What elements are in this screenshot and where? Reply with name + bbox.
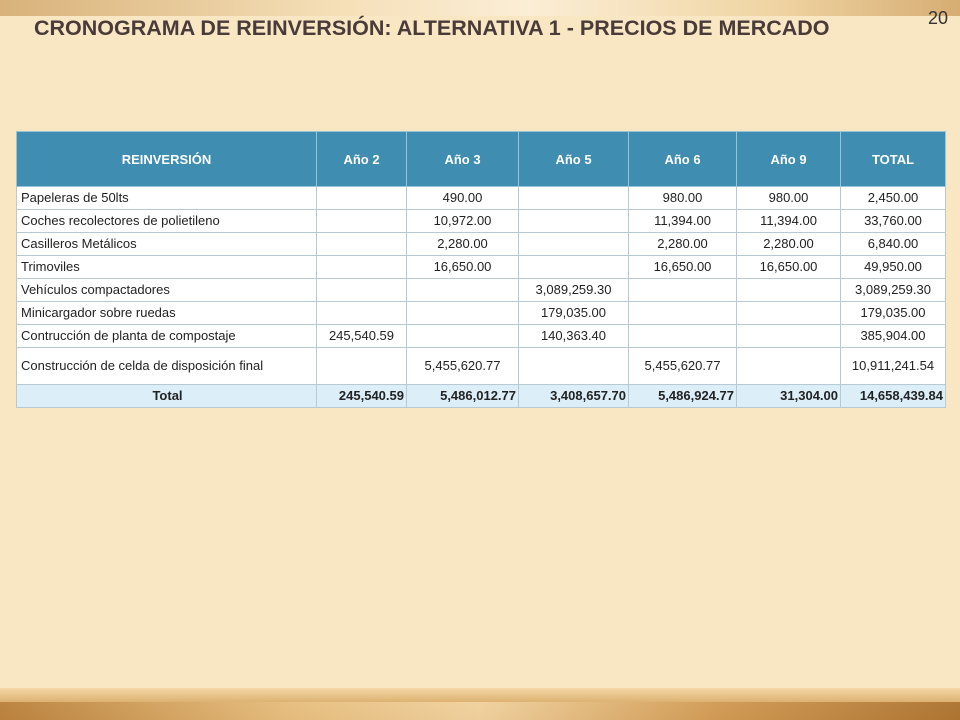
cell-year-3: 16,650.00 <box>407 256 519 279</box>
cell-year-9 <box>737 302 841 325</box>
total-year-5: 3,408,657.70 <box>519 385 629 408</box>
cell-year-6: 16,650.00 <box>629 256 737 279</box>
row-label: Construcción de celda de disposición final <box>17 348 317 385</box>
total-year-6: 5,486,924.77 <box>629 385 737 408</box>
header-year-5: Año 5 <box>519 132 629 187</box>
cell-year-2 <box>317 210 407 233</box>
total-row <box>17 385 946 408</box>
total-year-9: 31,304.00 <box>737 385 841 408</box>
cell-year-9: 16,650.00 <box>737 256 841 279</box>
row-label: Casilleros Metálicos <box>17 233 317 256</box>
row-label: Trimoviles <box>17 256 317 279</box>
cell-year-3 <box>407 279 519 302</box>
cell-year-2 <box>317 348 407 385</box>
header-reinversion: REINVERSIÓN <box>17 132 317 187</box>
header-year-6: Año 6 <box>629 132 737 187</box>
cell-year-9: 980.00 <box>737 187 841 210</box>
cell-year-9 <box>737 325 841 348</box>
cell-year-6 <box>629 279 737 302</box>
page-number: 20 <box>928 8 949 28</box>
cell-year-6: 11,394.00 <box>629 210 737 233</box>
reinversion-table <box>16 131 946 408</box>
cell-total: 49,950.00 <box>841 256 946 279</box>
cell-total: 2,450.00 <box>841 187 946 210</box>
table-row <box>17 302 946 325</box>
table-row <box>17 210 946 233</box>
row-label: Minicargador sobre ruedas <box>17 302 317 325</box>
cell-year-5: 3,089,259.30 <box>519 279 629 302</box>
cell-year-3 <box>407 302 519 325</box>
cell-year-2 <box>317 233 407 256</box>
header-year-2: Año 2 <box>317 132 407 187</box>
table-row <box>17 256 946 279</box>
cell-year-3: 10,972.00 <box>407 210 519 233</box>
cell-year-6: 5,455,620.77 <box>629 348 737 385</box>
cell-year-6 <box>629 325 737 348</box>
table-row <box>17 233 946 256</box>
cell-year-2 <box>317 256 407 279</box>
row-label: Vehículos compactadores <box>17 279 317 302</box>
cell-year-3 <box>407 325 519 348</box>
cell-year-3: 5,455,620.77 <box>407 348 519 385</box>
cell-year-5 <box>519 256 629 279</box>
cell-total: 6,840.00 <box>841 233 946 256</box>
cell-year-5 <box>519 187 629 210</box>
cell-year-6: 980.00 <box>629 187 737 210</box>
cell-year-2 <box>317 302 407 325</box>
cell-year-2: 245,540.59 <box>317 325 407 348</box>
total-year-3: 5,486,012.77 <box>407 385 519 408</box>
table-row <box>17 348 946 385</box>
cell-year-3: 2,280.00 <box>407 233 519 256</box>
cell-year-9 <box>737 279 841 302</box>
header-year-9: Año 9 <box>737 132 841 187</box>
row-label: Papeleras de 50lts <box>17 187 317 210</box>
table-row <box>17 187 946 210</box>
cell-year-5 <box>519 210 629 233</box>
cell-year-5: 140,363.40 <box>519 325 629 348</box>
cell-year-6 <box>629 302 737 325</box>
cell-year-2 <box>317 187 407 210</box>
cell-total: 179,035.00 <box>841 302 946 325</box>
header-total: TOTAL <box>841 132 946 187</box>
total-grand: 14,658,439.84 <box>841 385 946 408</box>
table-header-row <box>17 132 946 187</box>
cell-year-9 <box>737 348 841 385</box>
cell-year-2 <box>317 279 407 302</box>
cell-year-3: 490.00 <box>407 187 519 210</box>
cell-year-6: 2,280.00 <box>629 233 737 256</box>
table-row <box>17 325 946 348</box>
cell-year-9: 2,280.00 <box>737 233 841 256</box>
cell-total: 385,904.00 <box>841 325 946 348</box>
table-row <box>17 279 946 302</box>
slide-title: CRONOGRAMA DE REINVERSIÓN: ALTERNATIVA 1 - PRECIOS DE MERCADO <box>34 16 830 40</box>
bottom-decorative-shade <box>0 702 960 720</box>
cell-total: 10,911,241.54 <box>841 348 946 385</box>
cell-year-5 <box>519 348 629 385</box>
cell-year-5 <box>519 233 629 256</box>
row-label: Contrucción de planta de compostaje <box>17 325 317 348</box>
total-year-2: 245,540.59 <box>317 385 407 408</box>
cell-year-5: 179,035.00 <box>519 302 629 325</box>
cell-total: 3,089,259.30 <box>841 279 946 302</box>
cell-total: 33,760.00 <box>841 210 946 233</box>
cell-year-9: 11,394.00 <box>737 210 841 233</box>
total-label: Total <box>17 385 317 408</box>
row-label: Coches recolectores de polietileno <box>17 210 317 233</box>
header-year-3: Año 3 <box>407 132 519 187</box>
